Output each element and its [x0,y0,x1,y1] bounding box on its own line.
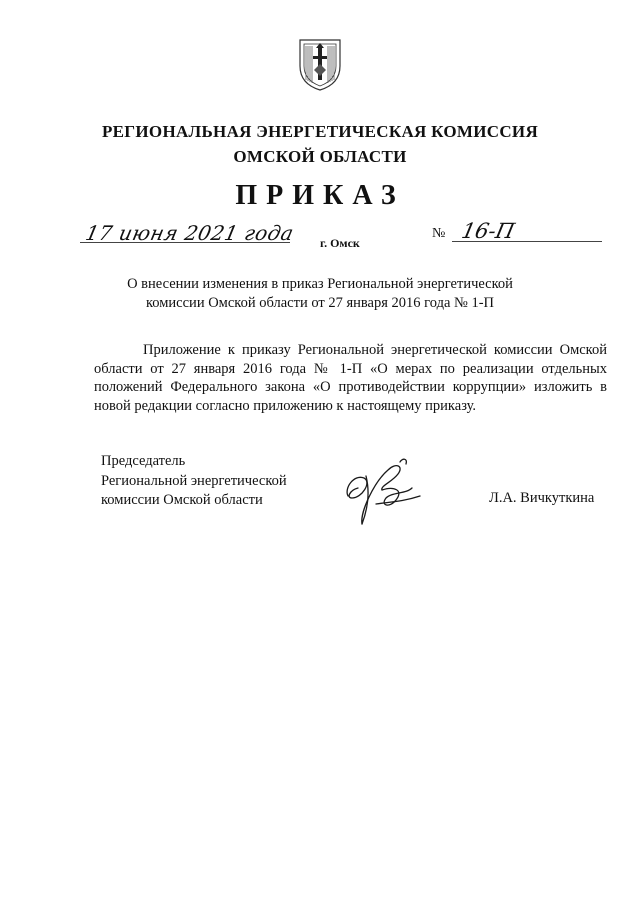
document-type-title: ПРИКАЗ [235,180,405,211]
city-label: г. Омск [320,236,360,250]
signatory-title [101,452,287,511]
order-body-paragraph [94,341,607,415]
organization-name-line-2: ОМСКОЙ ОБЛАСТИ [233,147,407,166]
number-sign: № [432,226,446,241]
organization-name-line-1: РЕГИОНАЛЬНАЯ ЭНЕРГЕТИЧЕСКАЯ КОМИССИЯ [101,122,539,141]
handwritten-signature-icon [340,452,430,530]
date-underline [80,242,290,243]
signatory-title-line: Председатель [101,453,186,469]
subject-line-2: комиссии Омской области от 27 января 2016 года № 1-П [145,295,495,311]
number-underline [452,241,602,242]
body-line: области от 27 января 2016 года № 1-П «О мерах по реализации отдельных [94,360,607,377]
signatory-title-line: комиссии Омской области [101,492,263,508]
body-line: новой редакции согласно приложению к настоящему приказу. [94,397,477,414]
handwritten-date: 17 июня 2021 года [83,221,297,245]
body-line: положений Федерального закона «О противодействии коррупции» изложить в [94,379,607,395]
signatory-name: Л.А. Вичкуткина [489,490,595,506]
body-line: Приложение к приказу Региональной энергетической комиссии Омской [143,342,607,358]
subject-line-1: О внесении изменения в приказ Региональной энергетической [127,276,513,292]
coat-of-arms-icon [294,36,346,92]
handwritten-order-number: 16-П [459,219,517,243]
signatory-title-line: Региональной энергетической [101,472,287,489]
